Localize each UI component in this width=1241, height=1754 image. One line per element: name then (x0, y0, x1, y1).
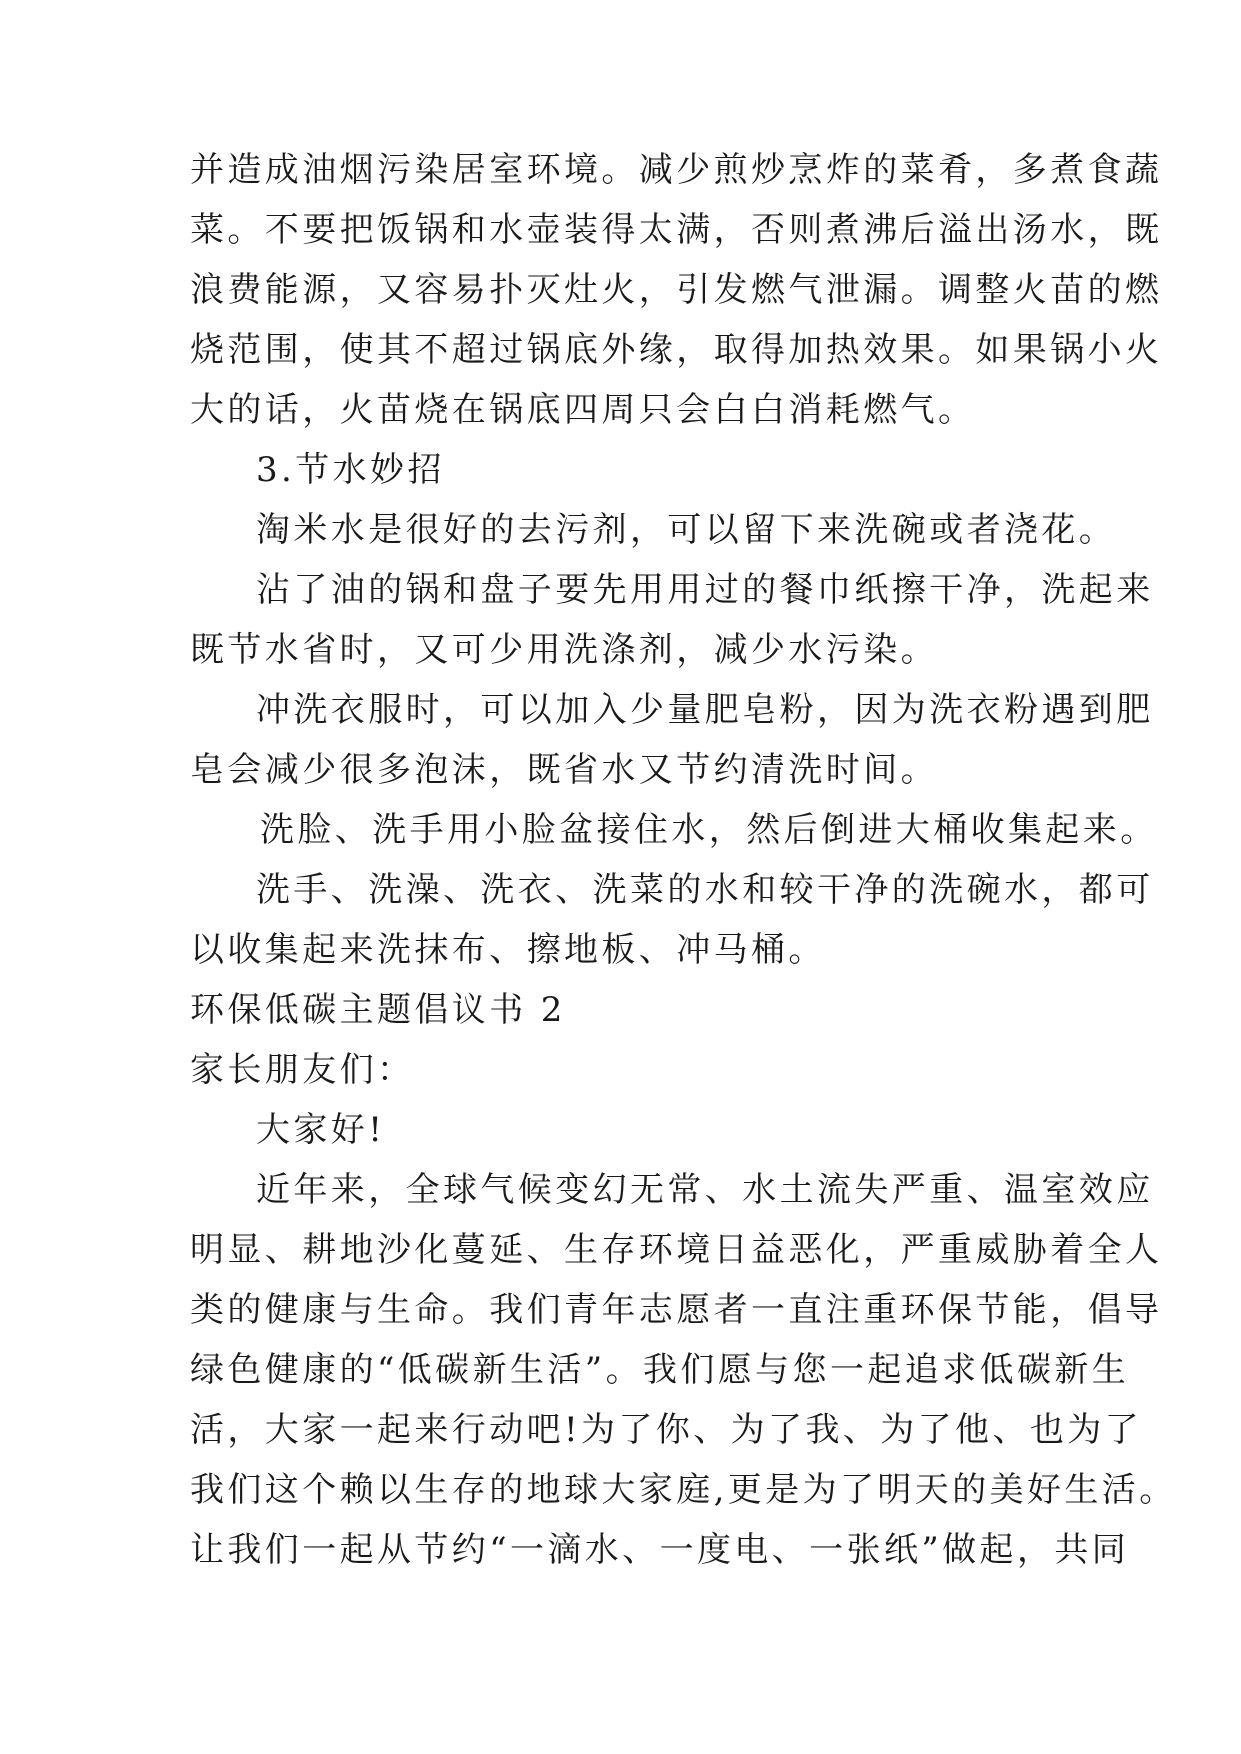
body-text-line: 沾了油的锅和盘子要先用用过的餐巾纸擦干净，洗起来 (256, 570, 1154, 610)
body-text-line: 并造成油烟污染居室环境。减少煎炒烹炸的菜肴，多煮食蔬 (190, 150, 1163, 190)
body-text-line: 我们这个赖以生存的地球大家庭,更是为了明天的美好生活。 (190, 1470, 1177, 1510)
body-text-line: 皂会减少很多泡沫，既省水又节约清洗时间。 (190, 750, 938, 790)
salutation: 家长朋友们： (190, 1050, 415, 1090)
body-text-line: 近年来，全球气候变幻无常、水土流失严重、温室效应 (256, 1170, 1154, 1210)
body-text-line: 类的健康与生命。我们青年志愿者一直注重环保节能，倡导 (190, 1290, 1163, 1330)
greeting: 大家好! (256, 1110, 386, 1150)
body-text-line: 浪费能源，又容易扑灭灶火，引发燃气泄漏。调整火苗的燃 (190, 270, 1163, 310)
body-text-line: 大的话，火苗烧在锅底四周只会白白消耗燃气。 (190, 390, 976, 430)
body-text-line: 以收集起来洗抹布、擦地板、冲马桶。 (190, 930, 826, 970)
body-text-line: 冲洗衣服时，可以加入少量肥皂粉，因为洗衣粉遇到肥 (256, 690, 1154, 730)
body-text-line: 烧范围，使其不超过锅底外缘，取得加热效果。如果锅小火 (190, 330, 1163, 370)
body-text-line: 明显、耕地沙化蔓延、生存环境日益恶化，严重威胁着全人 (190, 1230, 1163, 1270)
body-text-line: 绿色健康的“低碳新生活”。我们愿与您一起追求低碳新生 (190, 1350, 1130, 1390)
body-text-line: 让我们一起从节约“一滴水、一度电、一张纸”做起，共同 (190, 1530, 1130, 1570)
body-text-line: 活，大家一起来行动吧!为了你、为了我、为了他、也为了 (190, 1410, 1143, 1450)
body-text-line: 菜。不要把饭锅和水壶装得太满，否则煮沸后溢出汤水，既 (190, 210, 1163, 250)
body-text-line: 既节水省时，又可少用洗涤剂，减少水污染。 (190, 630, 938, 670)
body-text-line: 淘米水是很好的去污剂，可以留下来洗碗或者浇花。 (256, 510, 1117, 550)
body-text-line: 洗手、洗澡、洗衣、洗菜的水和较干净的洗碗水，都可 (256, 870, 1154, 910)
section-heading: 3.节水妙招 (256, 450, 445, 490)
body-text-line: 洗脸、洗手用小脸盆接住水，然后倒进大桶收集起来。 (260, 810, 1158, 850)
document-title: 环保低碳主题倡议书 2 (190, 990, 566, 1030)
